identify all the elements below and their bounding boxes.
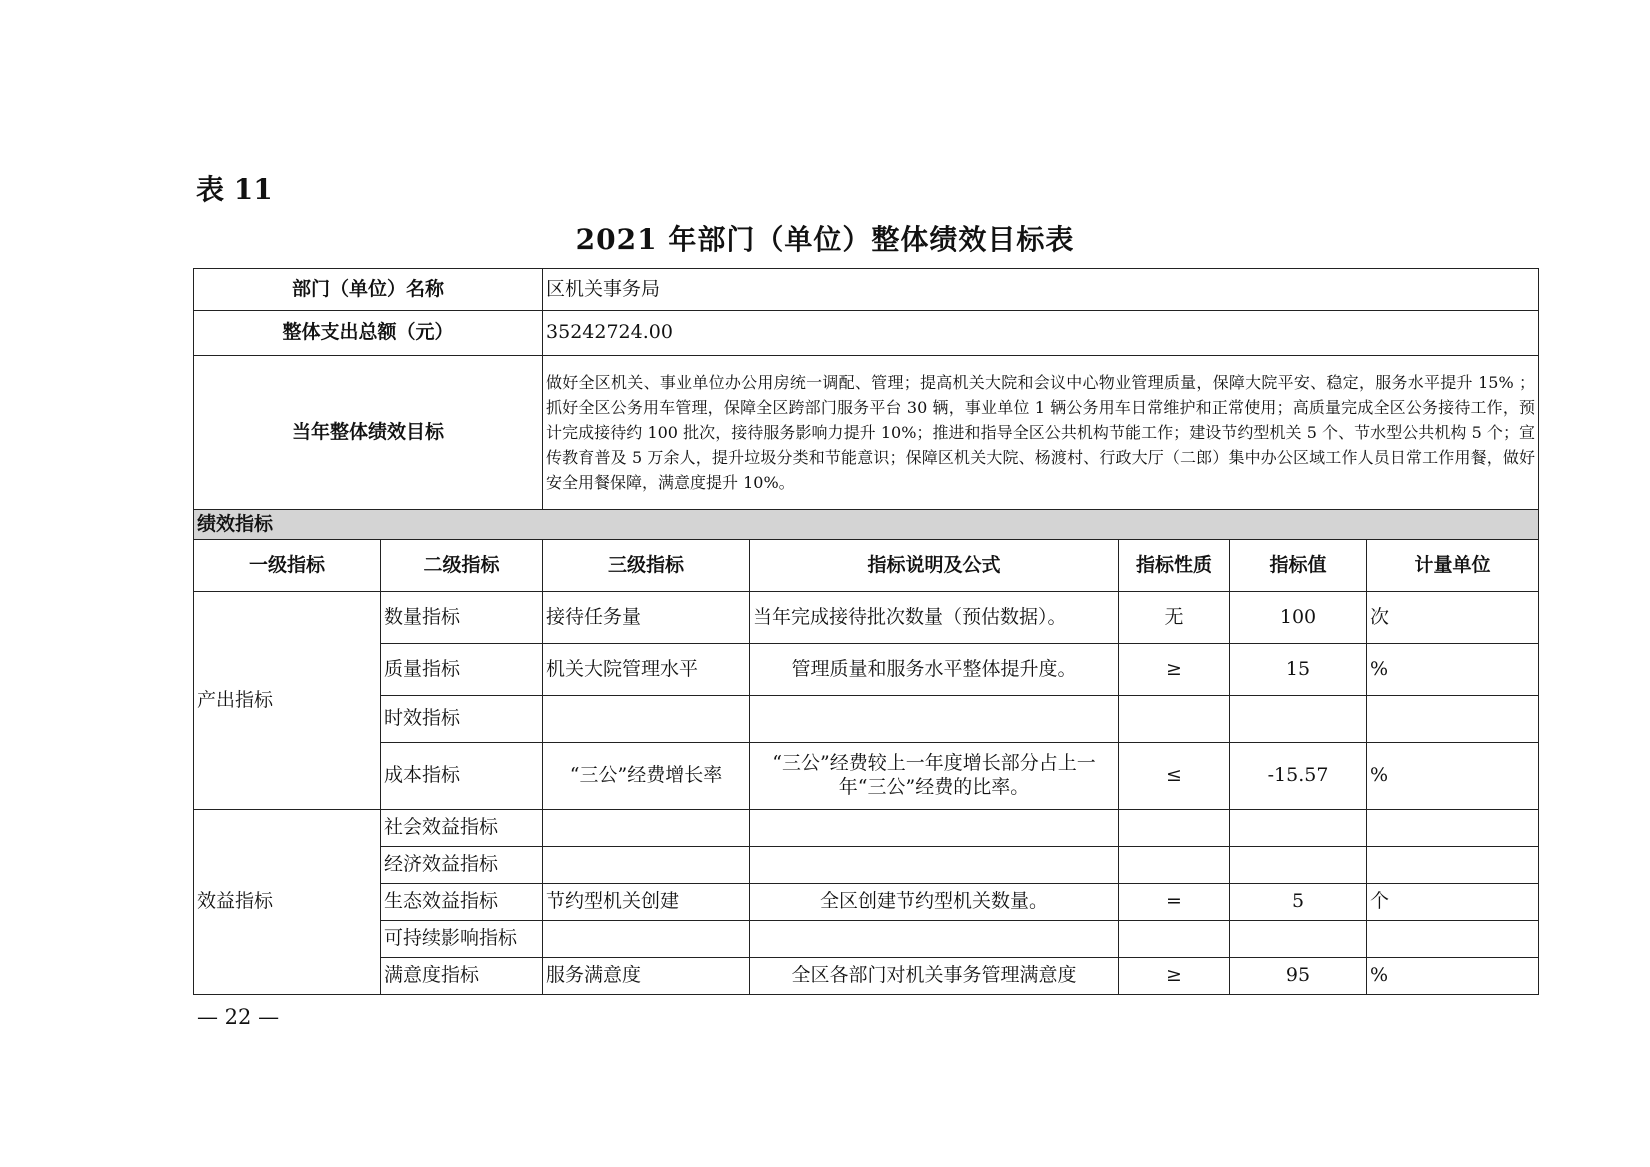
table-row [194, 644, 1539, 696]
desc-cell: 当年完成接待批次数量（预估数据）。 [750, 592, 1119, 644]
level3-cell: 服务满意度 [543, 958, 750, 995]
desc-cell [750, 847, 1119, 884]
unit-cell: % [1367, 958, 1539, 995]
total-value: 35242724.00 [543, 311, 1539, 356]
value-cell [1230, 810, 1367, 847]
desc-cell [750, 696, 1119, 743]
table-number: 表 11 [196, 173, 273, 206]
benefit-group-label: 效益指标 [194, 810, 381, 995]
column-header-row [194, 540, 1539, 592]
page-number: — 22 — [197, 1005, 280, 1029]
level3-cell: “三公”经费增长率 [543, 743, 750, 810]
level3-cell: 机关大院管理水平 [543, 644, 750, 696]
nature-cell: = [1119, 884, 1230, 921]
unit-cell: % [1367, 743, 1539, 810]
level3-cell [543, 810, 750, 847]
table-row [194, 592, 1539, 644]
document-title: 2021 年部门（单位）整体绩效目标表 [575, 223, 1075, 256]
value-cell: 95 [1230, 958, 1367, 995]
table-row [194, 847, 1539, 884]
level3-cell: 接待任务量 [543, 592, 750, 644]
value-cell [1230, 921, 1367, 958]
value-cell [1230, 847, 1367, 884]
desc-cell: 全区创建节约型机关数量。 [750, 884, 1119, 921]
unit-cell: 个 [1367, 884, 1539, 921]
value-cell: 100 [1230, 592, 1367, 644]
goal-value: 做好全区机关、事业单位办公用房统一调配、管理；提高机关大院和会议中心物业管理质量，保障大院平安、稳定，服务水平提升 15% ；抓好全区公务用车管理，保障全区跨部门服务平台 30 辆，事业单位 1 辆公务用车日常维护和正常使用；高质量完成全区公务接待工作，预计完成接待约 100 批次，接待服务影响力提升 10%；推进和指导全区公共机构节能工作；建设节约型机关 5 个、节水型公共机构 5 个；宣传教育普及 5 万余人，提升垃圾分类和节能意识；保障区机关大院、杨渡村、行政大厅（二郎）集中办公区域工作人员日常工作用餐，做好安全用餐保障，满意度提升 10%。 [543, 356, 1539, 510]
nature-cell [1119, 810, 1230, 847]
level2-cell: 生态效益指标 [381, 884, 543, 921]
goal-row [194, 356, 1539, 510]
level3-cell [543, 696, 750, 743]
nature-cell: ≥ [1119, 958, 1230, 995]
desc-cell: “三公”经费较上一年度增长部分占上一年“三公”经费的比率。 [750, 743, 1119, 810]
nature-cell: ≤ [1119, 743, 1230, 810]
desc-cell [750, 810, 1119, 847]
column-header: 二级指标 [381, 540, 543, 592]
level3-cell: 节约型机关创建 [543, 884, 750, 921]
unit-cell [1367, 810, 1539, 847]
level2-cell: 可持续影响指标 [381, 921, 543, 958]
level3-cell [543, 921, 750, 958]
nature-cell: 无 [1119, 592, 1230, 644]
unit-cell: 次 [1367, 592, 1539, 644]
table-row [194, 884, 1539, 921]
column-header: 一级指标 [194, 540, 381, 592]
value-cell: 5 [1230, 884, 1367, 921]
performance-table [193, 268, 1539, 995]
section-label: 绩效指标 [194, 510, 1539, 540]
nature-cell: ≥ [1119, 644, 1230, 696]
table-row [194, 921, 1539, 958]
table-row [194, 958, 1539, 995]
column-header: 三级指标 [543, 540, 750, 592]
table-row [194, 696, 1539, 743]
level2-cell: 社会效益指标 [381, 810, 543, 847]
column-header: 指标值 [1230, 540, 1367, 592]
dept-row [194, 269, 1539, 311]
total-label: 整体支出总额（元） [194, 311, 543, 356]
unit-cell [1367, 696, 1539, 743]
level2-cell: 数量指标 [381, 592, 543, 644]
section-row [194, 510, 1539, 540]
desc-cell: 全区各部门对机关事务管理满意度 [750, 958, 1119, 995]
output-group-label: 产出指标 [194, 592, 381, 810]
dept-label: 部门（单位）名称 [194, 269, 543, 311]
level3-cell [543, 847, 750, 884]
nature-cell [1119, 847, 1230, 884]
column-header: 计量单位 [1367, 540, 1539, 592]
value-cell [1230, 696, 1367, 743]
level2-cell: 时效指标 [381, 696, 543, 743]
value-cell: -15.57 [1230, 743, 1367, 810]
column-header: 指标说明及公式 [750, 540, 1119, 592]
level2-cell: 成本指标 [381, 743, 543, 810]
unit-cell: % [1367, 644, 1539, 696]
level2-cell: 质量指标 [381, 644, 543, 696]
value-cell: 15 [1230, 644, 1367, 696]
goal-label: 当年整体绩效目标 [194, 356, 543, 510]
table-row [194, 810, 1539, 847]
nature-cell [1119, 696, 1230, 743]
unit-cell [1367, 847, 1539, 884]
dept-value: 区机关事务局 [543, 269, 1539, 311]
unit-cell [1367, 921, 1539, 958]
desc-cell: 管理质量和服务水平整体提升度。 [750, 644, 1119, 696]
table-row [194, 743, 1539, 810]
nature-cell [1119, 921, 1230, 958]
desc-cell [750, 921, 1119, 958]
level2-cell: 满意度指标 [381, 958, 543, 995]
column-header: 指标性质 [1119, 540, 1230, 592]
level2-cell: 经济效益指标 [381, 847, 543, 884]
total-row [194, 311, 1539, 356]
